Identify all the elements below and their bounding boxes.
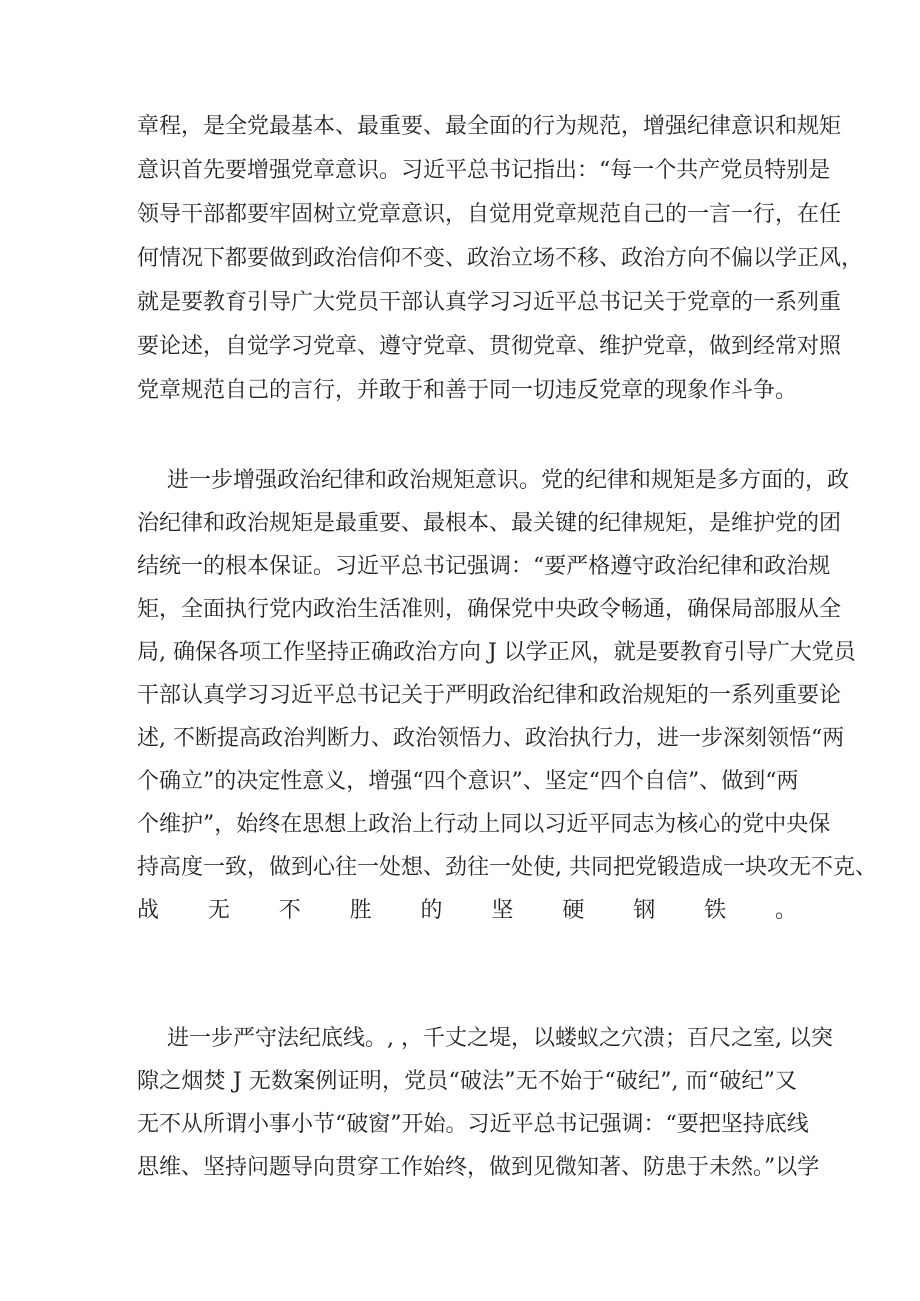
text-line: 无不从所谓小事小节“破窗”开始。习近平总书记强调：“要把坚持底线 (137, 1112, 809, 1137)
text-line: 战无不胜的坚硬钢铁。 (137, 898, 797, 923)
text-line: 意识首先要增强党章意识。习近平总书记指出：“每一个共产党员特别是 (137, 158, 831, 183)
text-line: 何情况下都要做到政治信仰不变、政治立场不移、政治方向不偏以学正风， (137, 246, 864, 271)
text-line: 持高度一致，做到心往一处想、劲往一处使, 共同把党锻造成一块攻无不克、 (137, 855, 877, 880)
text-line: 领导干部都要牢固树立党章意识，自觉用党章规范自己的一言一行，在任 (137, 202, 842, 227)
text-line: 述, 不断提高政治判断力、政治领悟力、政治执行力，进一步深刻领悟“两 (137, 726, 845, 751)
text-line: 就是要教育引导广大党员干部认真学习习近平总书记关于党章的一系列重 (137, 290, 842, 315)
text-line: 进一步增强政治纪律和政治规矩意识。党的纪律和规矩是多方面的，政 (167, 468, 850, 493)
text-line: 治纪律和政治规矩是最重要、最根本、最关键的纪律规矩，是维护党的团 (137, 511, 842, 536)
text-line: 结统一的根本保证。习近平总书记强调：“要严格遵守政治纪律和政治规 (137, 554, 831, 579)
text-line: 要论述，自觉学习党章、遵守党章、贯彻党章、维护党章，做到经常对照 (137, 334, 842, 359)
text-line: 局, 确保各项工作坚持正确政治方向 J 以学正风，就是要教育引导广大党员 (137, 640, 856, 665)
text-line: 干部认真学习习近平总书记关于严明政治纪律和政治规矩的一系列重要论 (137, 683, 842, 708)
text-line: 进一步严守法纪底线。, ，千丈之堤，以蝼蚁之穴溃；百尺之室, 以突 (167, 1026, 833, 1051)
text-line: 个维护”，始终在思想上政治上行动上同以习近平同志为核心的党中央保 (137, 812, 831, 837)
text-line: 隙之烟焚 J 无数案例证明，党员“破法”无不始于“破纪”, 而“破纪”又 (137, 1069, 797, 1094)
text-line: 思维、坚持问题导向贯穿工作始终，做到见微知著、防患于未然。”以学 (137, 1155, 820, 1180)
text-line (137, 937, 797, 971)
text-line: 矩，全面执行党内政治生活准则，确保党中央政令畅通，确保局部服从全 (137, 597, 842, 622)
text-line: 个确立”的决定性意义，增强“四个意识”、坚定“四个自信”、做到“两 (137, 769, 799, 794)
text-line: 党章规范自己的言行，并敢于和善于同一切违反党章的现象作斗争。 (137, 378, 798, 403)
text-line: 章程，是全党最基本、最重要、最全面的行为规范，增强纪律意识和规矩 (137, 114, 842, 139)
